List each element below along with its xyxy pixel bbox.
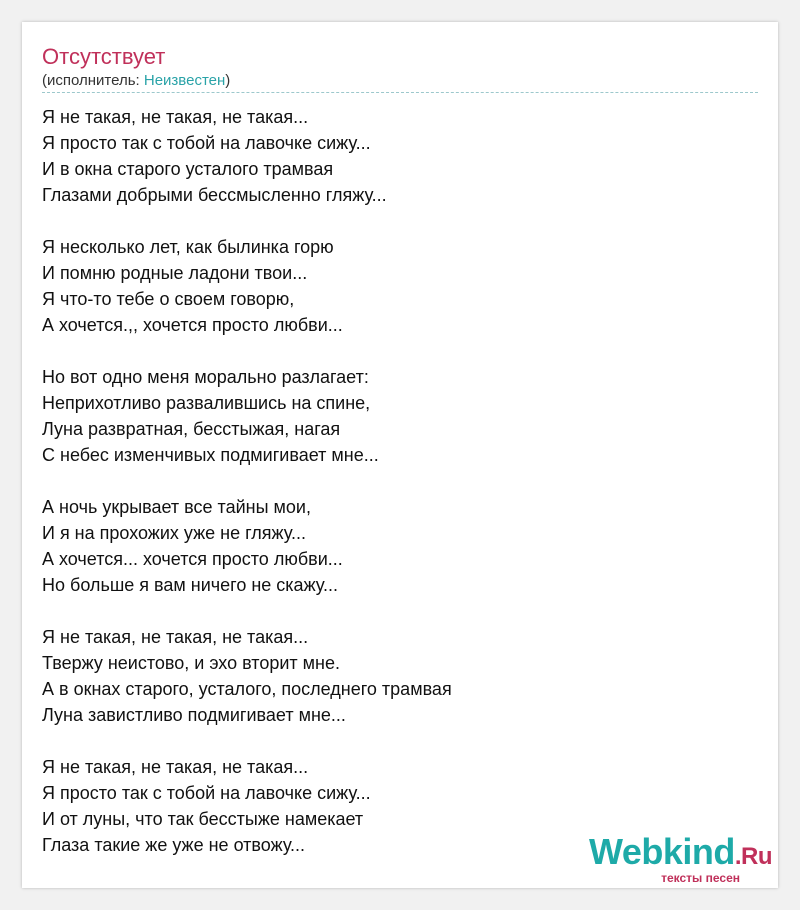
artist-link[interactable]: Неизвестен — [143, 72, 226, 89]
lyrics-stanza — [42, 234, 758, 338]
lyric-line: Я что-то тебе о своем говорю, — [42, 289, 295, 309]
lyric-line: Луна развратная, бесстыжая, нагая — [42, 419, 341, 439]
lyric-line: Луна завистливо подмигивает мне... — [42, 705, 346, 725]
lyrics-stanza — [42, 364, 758, 468]
lyric-line: А хочется.,, хочется просто любви... — [42, 315, 343, 335]
logo-wordmark — [589, 833, 772, 876]
lyrics-stanza — [42, 624, 758, 728]
lyric-line: А хочется... хочется просто любви... — [42, 549, 343, 569]
lyrics-stanza — [42, 494, 758, 598]
lyric-line: Я не такая, не такая, не такая... — [42, 757, 309, 777]
title-divider — [42, 92, 758, 93]
logo-tagline: тексты песен — [661, 871, 740, 885]
lyric-line: Глаза такие же уже не отвожу... — [42, 835, 306, 855]
lyric-line: А ночь укрывает все тайны мои, — [42, 497, 311, 517]
lyric-line: Я просто так с тобой на лавочке сижу... — [42, 783, 371, 803]
logo-main-text: Webkind — [588, 831, 735, 872]
lyrics-body — [42, 104, 758, 884]
lyric-line: Я несколько лет, как былинка горю — [42, 237, 334, 257]
lyric-line: А в окнах старого, усталого, последнего трамвая — [42, 679, 452, 699]
site-logo[interactable] — [589, 833, 772, 884]
lyric-line: Твержу неистово, и эхо вторит мне. — [42, 653, 340, 673]
lyric-line: С небес изменчивых подмигивает мне... — [42, 445, 379, 465]
lyric-line: И от луны, что так бесстыже намекает — [42, 809, 364, 829]
lyric-line: И я на прохожих уже не гляжу... — [42, 523, 306, 543]
song-title: Отсутствует — [42, 44, 166, 69]
lyric-line: Но вот одно меня морально разлагает: — [42, 367, 369, 387]
lyric-line: Неприхотливо развалившись на спине, — [42, 393, 371, 413]
lyric-line: Но больше я вам ничего не скажу... — [42, 575, 339, 595]
artist-suffix: ) — [225, 72, 231, 89]
lyrics-stanza — [42, 104, 758, 208]
artist-prefix: (исполнитель: — [42, 72, 144, 89]
lyric-line: Я просто так с тобой на лавочке сижу... — [42, 133, 371, 153]
artist-line — [42, 72, 230, 90]
lyric-line: Глазами добрыми бессмысленно гляжу... — [42, 185, 387, 205]
lyric-line: Я не такая, не такая, не такая... — [42, 627, 309, 647]
lyric-line: И помню родные ладони твои... — [42, 263, 308, 283]
lyrics-card — [22, 22, 778, 888]
lyric-line: И в окна старого усталого трамвая — [42, 159, 334, 179]
lyric-line: Я не такая, не такая, не такая... — [42, 107, 309, 127]
logo-tld: .Ru — [734, 843, 772, 870]
